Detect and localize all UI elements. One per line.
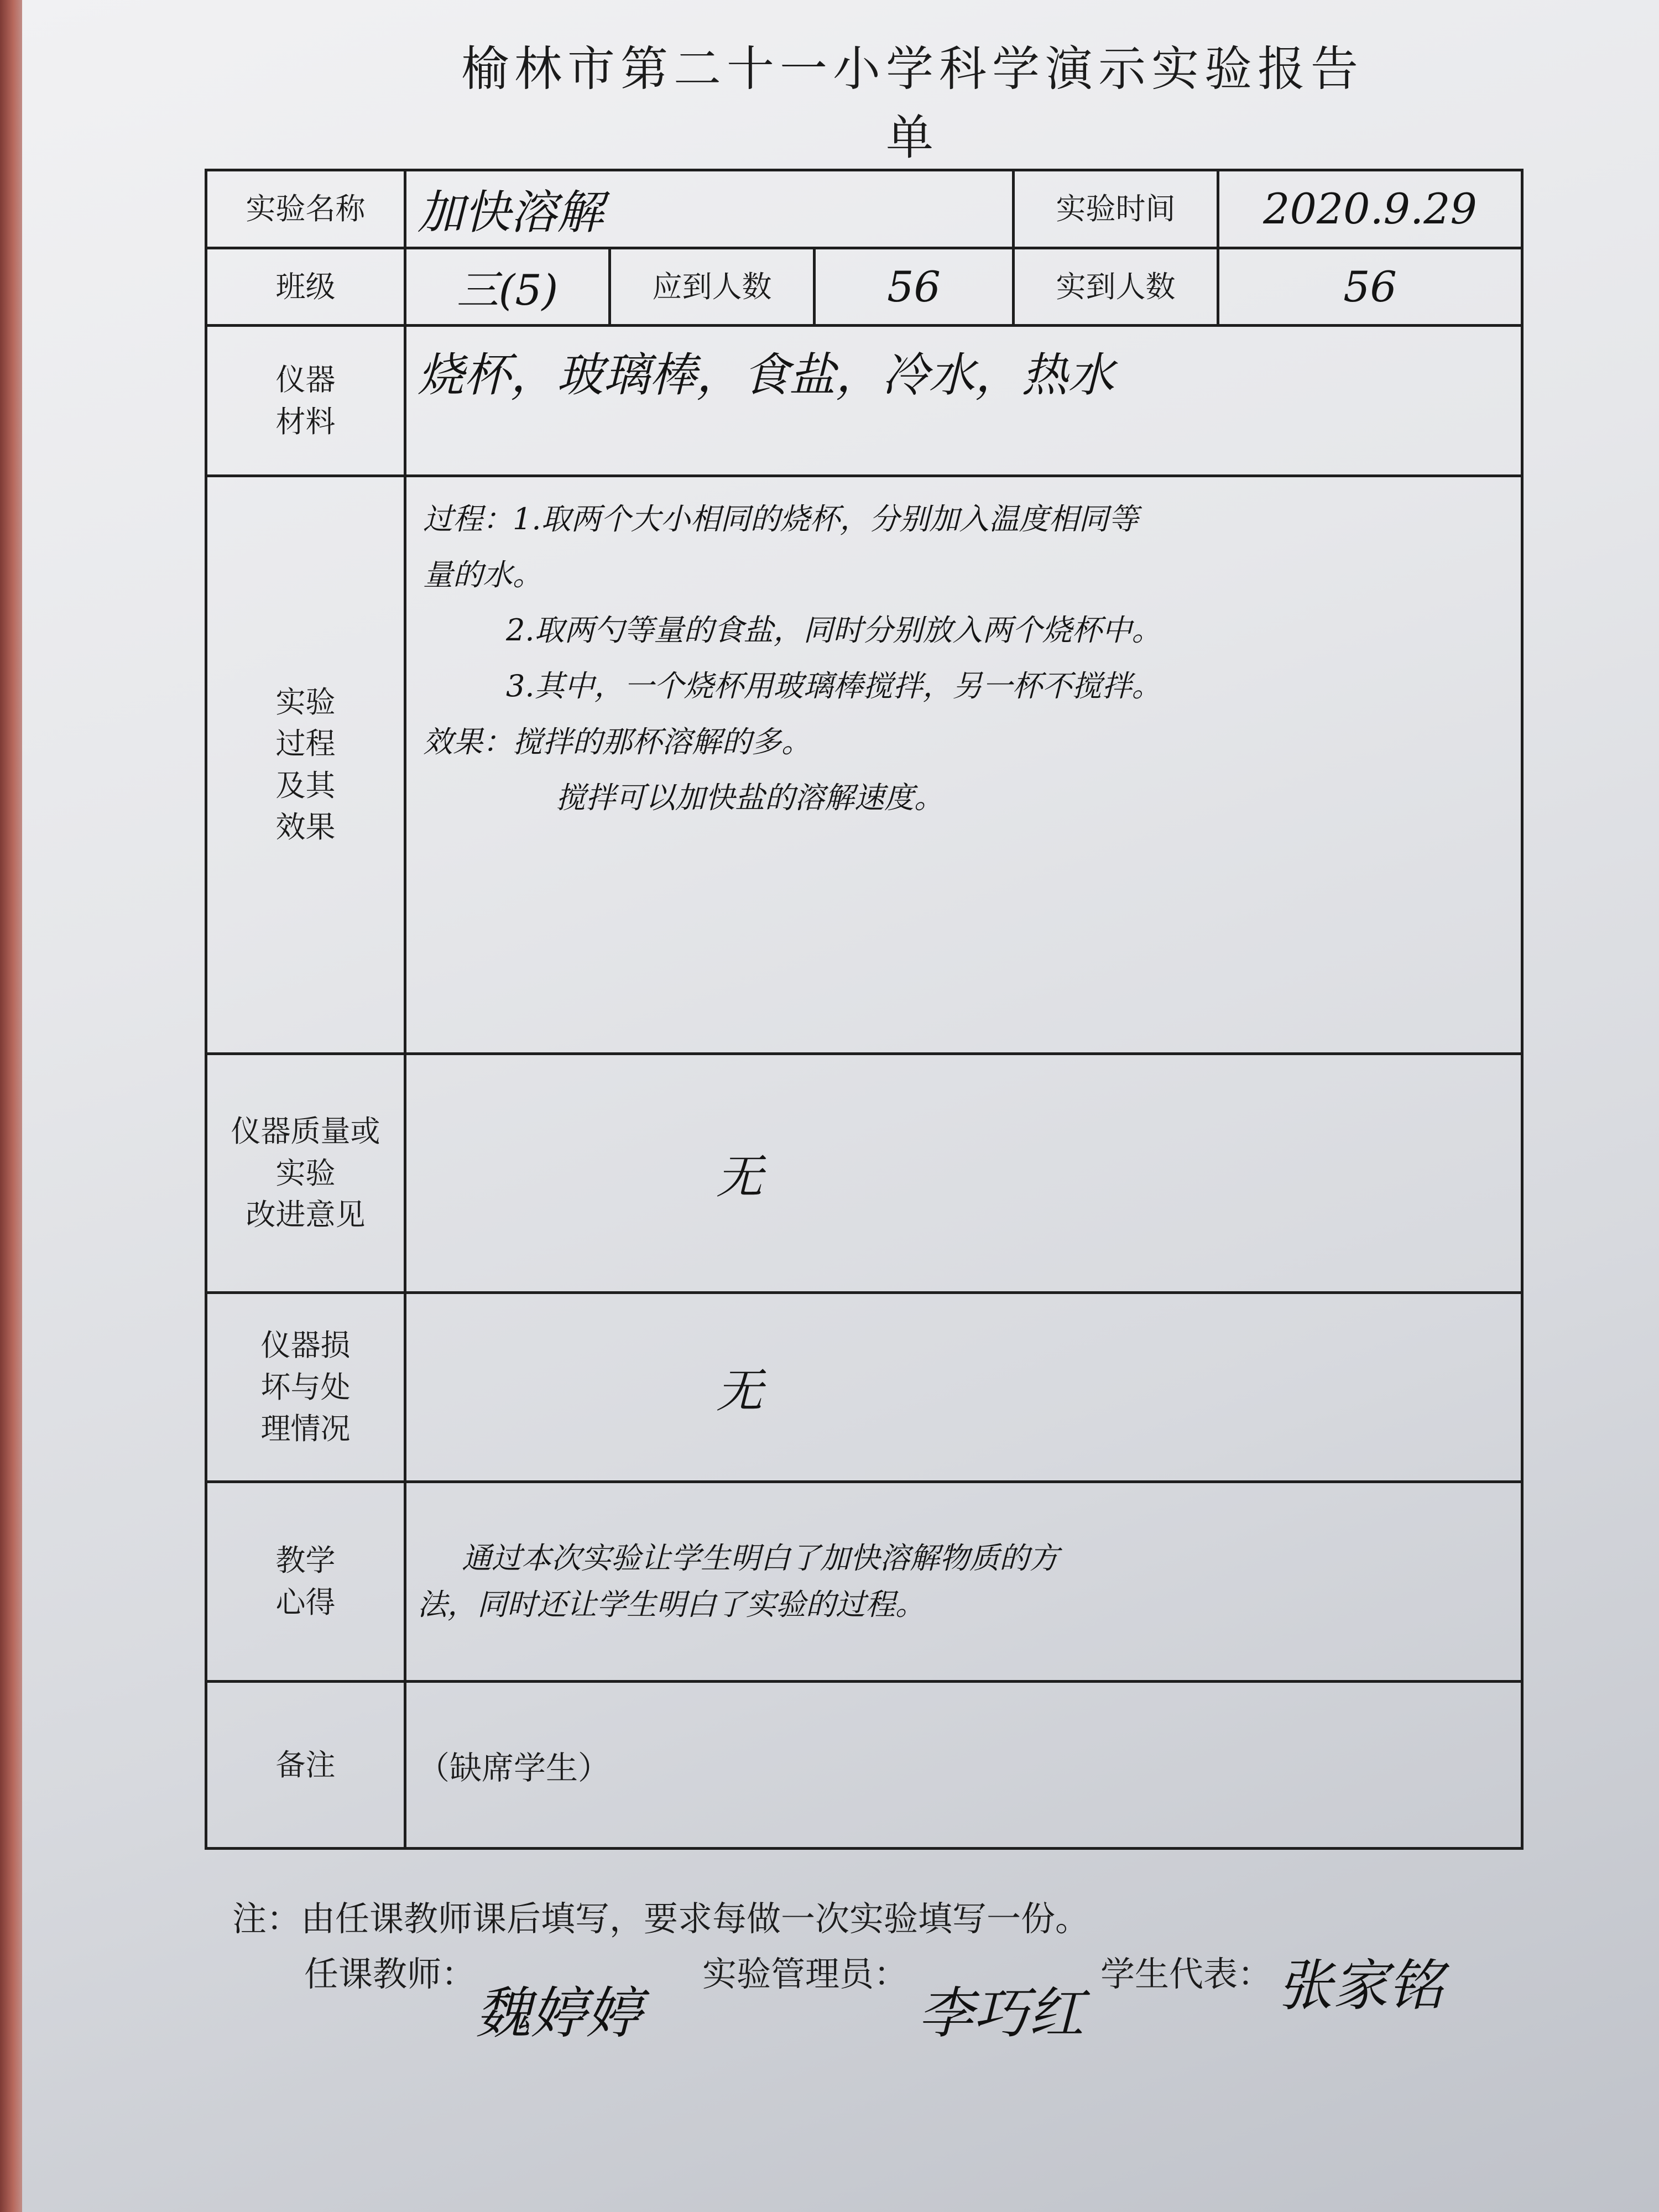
process-line: 2.取两勺等量的食盐，同时分别放入两个烧杯中。	[506, 613, 1162, 648]
damage-label	[206, 1292, 405, 1481]
process-line: 过程：1.取两个大小相同的烧杯，分别加入温度相同等	[423, 501, 1139, 536]
actual-count-label: 实到人数	[1014, 248, 1218, 326]
damage-value	[405, 1292, 1522, 1481]
quality-value	[405, 1053, 1522, 1292]
table-row	[206, 170, 1522, 248]
process-label	[206, 476, 405, 1053]
experiment-time-value	[1218, 170, 1522, 248]
table-row	[206, 1682, 1522, 1849]
student-label: 学生代表：	[1100, 1954, 1272, 1994]
actual-count-value	[1218, 248, 1522, 326]
report-sheet	[22, 0, 1659, 2212]
table-row	[206, 248, 1522, 326]
process-label-line: 效果	[275, 810, 336, 845]
teaching-label-line: 教学	[275, 1543, 336, 1578]
process-line: 搅拌可以加快盐的溶解速度。	[556, 780, 944, 816]
teacher-signature: 魏婷婷	[476, 1981, 641, 2046]
materials-label-line: 材料	[275, 404, 336, 439]
teaching-line: 法，同时还让学生明白了实验的过程。	[418, 1587, 925, 1623]
damage-text: 无	[716, 1363, 763, 1418]
quality-label-line: 实验	[275, 1155, 336, 1191]
materials-label-line: 仪器	[275, 362, 336, 397]
teaching-line: 通过本次实验让学生明白了加快溶解物质的方	[462, 1541, 1059, 1576]
expected-count-value	[815, 248, 1014, 326]
damage-label-line: 仪器损	[260, 1327, 351, 1363]
remarks-label: 备注	[206, 1682, 405, 1849]
process-content	[405, 476, 1522, 1053]
report-table	[205, 169, 1524, 1850]
damage-label-line: 理情况	[260, 1411, 351, 1447]
quality-text: 无	[716, 1149, 763, 1204]
process-line: 量的水。	[423, 557, 542, 592]
class-text: 三(5)	[456, 265, 559, 315]
teaching-label-line: 心得	[275, 1585, 336, 1620]
experiment-name-label: 实验名称	[206, 170, 405, 248]
table-row	[206, 476, 1522, 1053]
experiment-name-text: 加快溶解	[418, 185, 604, 240]
table-row	[206, 1481, 1522, 1682]
table-row	[206, 326, 1522, 476]
process-label-line: 过程	[275, 726, 336, 761]
experiment-time-text: 2020.9.29	[1263, 184, 1477, 234]
expected-count-label: 应到人数	[610, 248, 815, 326]
expected-count-text: 56	[887, 262, 941, 312]
quality-label-line: 改进意见	[246, 1197, 366, 1233]
materials-text: 烧杯，玻璃棒，食盐，冷水，热水	[418, 348, 1115, 403]
quality-label	[206, 1053, 405, 1292]
actual-count-text: 56	[1343, 262, 1397, 312]
materials-label	[206, 326, 405, 476]
experiment-time-label: 实验时间	[1014, 170, 1218, 248]
process-label-line: 及其	[275, 768, 336, 803]
admin-signature: 李巧红	[918, 1981, 1084, 2046]
process-line: 效果：搅拌的那杯溶解的多。	[423, 724, 811, 760]
process-line: 3.其中，一个烧杯用玻璃棒搅拌，另一杯不搅拌。	[506, 669, 1162, 704]
process-label-line: 实验	[275, 684, 336, 719]
admin-label: 实验管理员：	[702, 1954, 909, 1994]
table-row	[206, 1053, 1522, 1292]
damage-label-line: 坏与处	[260, 1369, 351, 1405]
teaching-label	[206, 1481, 405, 1682]
experiment-name-value	[405, 170, 1014, 248]
remarks-value: （缺席学生）	[405, 1682, 1522, 1849]
document-title: 榆林市第二十一小学科学演示实验报告单	[461, 41, 1364, 165]
teaching-content	[405, 1481, 1522, 1682]
table-row	[206, 1292, 1522, 1481]
footer-note: 注：由任课教师课后填写，要求每做一次实验填写一份。	[232, 1898, 1090, 1939]
teacher-label: 任课教师：	[304, 1954, 476, 1994]
materials-value	[405, 326, 1522, 476]
quality-label-line: 仪器质量或	[231, 1114, 380, 1149]
class-label: 班级	[206, 248, 405, 326]
student-signature: 张家铭	[1277, 1953, 1443, 2018]
signature-row	[304, 1947, 1576, 2068]
class-value	[405, 248, 610, 326]
